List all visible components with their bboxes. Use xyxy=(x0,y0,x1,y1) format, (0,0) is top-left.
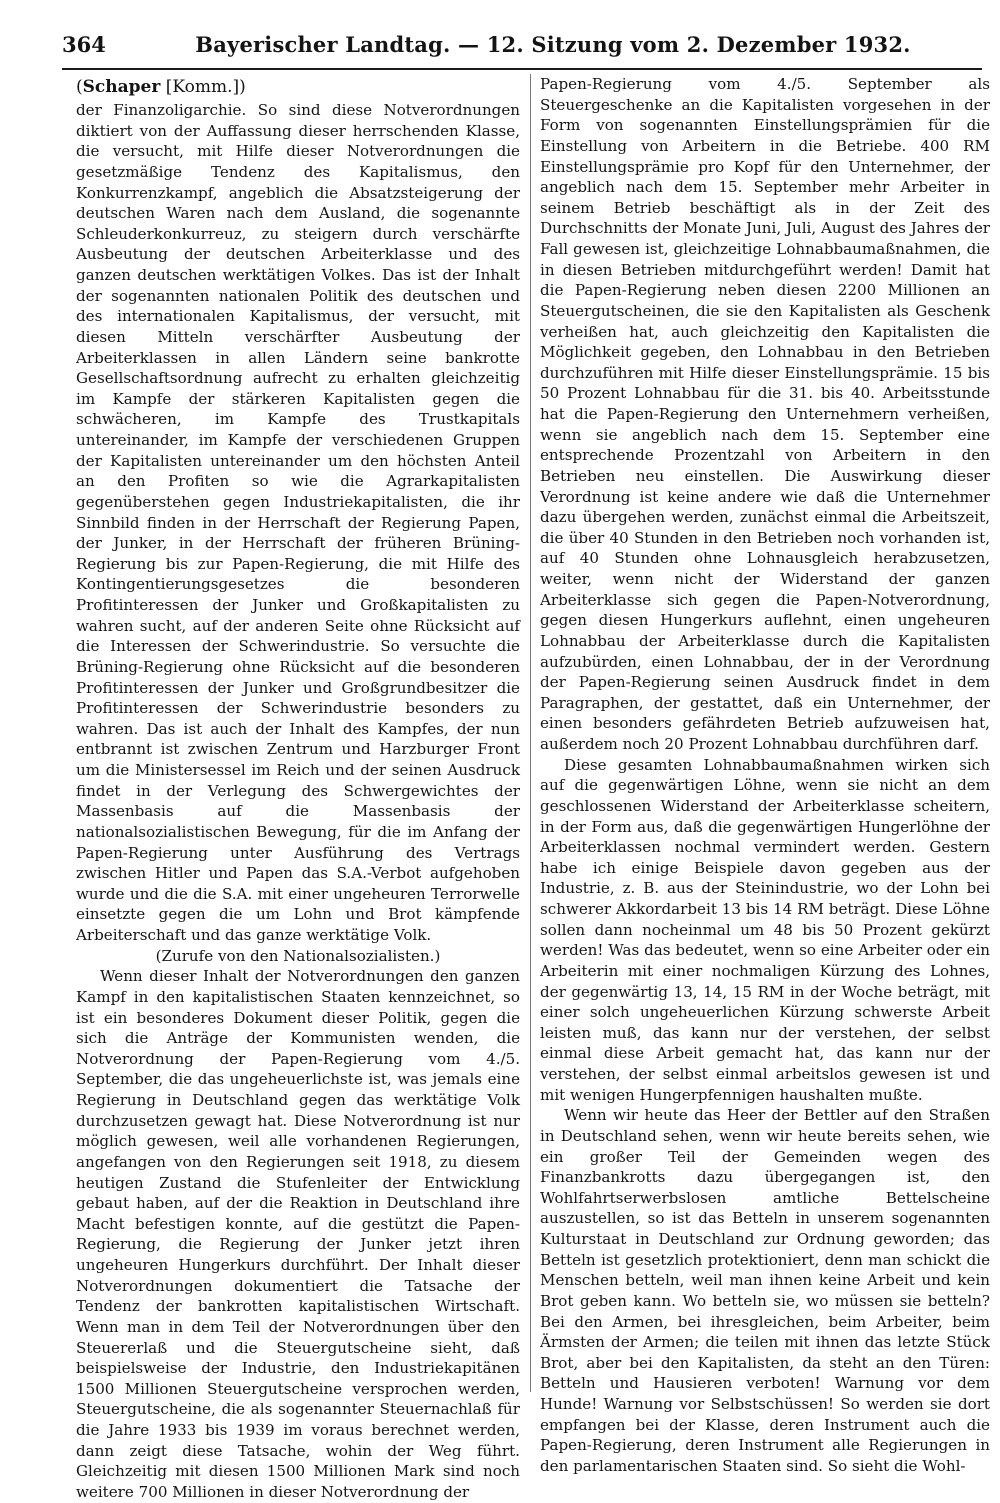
speaker-name: Schaper xyxy=(82,77,161,97)
interjection: (Zurufe von den Nationalsozialisten.) xyxy=(155,946,441,965)
right-paragraph-2: Diese gesamten Lohnabbaumaßnahmen wirken sich auf die gegenwärtigen Löhne, wenn sie nicht an dem geschlossenen Widerstand der Arbeiterklasse scheitern, in der Form aus, daß die gegenwärtigen Hungerlöhne der Arbeiterklassen nochmal vermindert werden. Gestern habe ich einige Beispiele davon gegeben aus der Industrie, z. B. aus der Steinindustrie, wo der Lohn bei schwerer Akkordarbeit 13 bis 14 RM beträgt. Diese Löhne sollen dann nocheinmal um 48 bis 50 Prozent gekürzt werden! Was das bedeutet, wenn so eine Arbeiter oder ein Arbeiterin mit einer nochmaligen Kürzung des Lohnes, der gegenwärtig 13, 14, 15 RM in der Woche beträgt, mit einer solch ungeheuerlichen Kürzung schwerste Arbeit leisten muß, das kann nur der verstehen, der selbst einmal diese Arbeit gemacht hat, das kann nur der verstehen, der selbst einmal arbeitslos gewesen ist und mit wenigen Hungerpfennigen haushalten mußte. xyxy=(540,755,990,1104)
left-paragraph-2: Wenn dieser Inhalt der Notverordnungen den ganzen Kampf in den kapitalistischen Staaten kennzeichnet, so ist ein besonderes Dokument dieser Politik, gegen die sich die Anträge der Kommunisten wenden, die Notverordnung der Papen-Regierung vom 4./5. September, die das ungeheuerlichste ist, was jemals eine Regierung in Deutschland gegen das werktätige Volk durchzusetzen gewagt hat. Diese Notverordnung ist nur möglich gewesen, weil alle vorhandenen Regierungen, angefangen von den Regierungen seit 1918, zu diesem heutigen Zustand die Stufenleiter der Entwicklung gebaut haben, auf der die Reaktion in Deutschland ihre Macht befestigen konnte, auf die gestützt die Papen-Regierung, die Regierung der Junker jetzt ihren ungeheuren Hungerkurs durchführt. Der Inhalt dieser Notverordnungen dokumentiert die Tatsache der Tendenz der bankrotten kapitalistischen Wirtschaft. Wenn man in dem Teil der Notverordnungen über den Steuererlaß und die Steuergutscheine sieht, daß beispielsweise der Industrie, den Industriekapitänen 1500 Millionen Steuergutscheine versprochen werden, Steuergutscheine, die als sogenannter Steuernachlaß für die Jahre 1933 bis 1939 im voraus berechnet werden, dann zeigt diese Tatsache, wohin der Weg führt. Gleichzeitig mit diesen 1500 Millionen Mark sind noch weitere 700 Millionen in dieser Notverordnung der xyxy=(76,967,520,1501)
speaker-party: [Komm.]) xyxy=(160,77,246,97)
column-divider xyxy=(530,74,531,1392)
right-paragraph-3: Wenn wir heute das Heer der Bettler auf den Straßen in Deutschland sehen, wenn wir heute bereits sehen, wie ein großer Teil der Gemeinden wegen des Finanzbankrotts dazu übergegangen ist, den Wohlfahrtserwerbslosen amtliche Bettelscheine auszustellen, so ist das Betteln in unserem sogenannten Kulturstaat in Deutschland zur Ordnung geworden; das Betteln ist gesetzlich protektioniert, denn man schickt die Menschen betteln, weil man ihnen keine Arbeit und kein Brot geben kann. Wo betteln sie, wo müssen sie betteln? Bei den Armen, bei ihresgleichen, beim Arbeiter, beim Ärmsten der Armen; die teilen mit ihnen das letzte Stück Brot, aber bei den Kapitalisten, da steht an den Türen: Betteln und Hausieren verboten! Warnung vor dem Hunde! Warnung vor Selbstschüssen! So werden sie dort empfangen bei der Klasse, deren Instrument auch die Papen-Regierung, deren Instrument alle Regierungen in den parlamentarischen Staaten sind. So sieht die Wohl- xyxy=(540,1106,990,1475)
page-number: 364 xyxy=(62,32,106,57)
right-column xyxy=(540,74,990,1475)
left-column xyxy=(76,74,520,1501)
left-paragraph-1: der Finanzoligarchie. So sind diese Notverordnungen diktiert von der Auffassung dieser herrschenden Klasse, die versucht, mit Hilfe dieser Notverordnungen die gesetzmäßige Tendenz des Kapitalismus, den Konkurrenzkampf, angeblich die Absatzsteigerung der deutschen Waren nach dem Ausland, die sogenannte Schleuderkonkurreuz, zu steigern durch verschärfte Ausbeutung der deutschen Arbeiterklasse und des ganzen deutschen werktätigen Volkes. Das ist der Inhalt der sogenannten nationalen Politik des deutschen und des internationalen Kapitalismus, der versucht, mit diesen Mitteln verschärfter Ausbeutung der Arbeiterklassen in allen Ländern seine bankrotte Gesellschaftsordnung aufrecht zu erhalten gleichzeitig im Kampfe der stärkeren Kapitalisten gegen die schwächeren, im Kampfe des Trustkapitals untereinander, im Kampfe der verschiedenen Gruppen der Kapitalisten untereinander um den höchsten Anteil an den Profiten so wie die Agrarkapitalisten gegenüberstehen gegen Industriekapitalisten, die ihr Sinnbild finden in der Herrschaft der Regierung Papen, der Junker, in der Herrschaft der früheren Brüning-Regierung bis zur Papen-Regierung, die mit Hilfe des Kontingentierungsgesetzes die besonderen Profitinteressen der Junker und Großkapitalisten zu wahren sucht, auf der anderen Seite ohne Rücksicht auf die Interessen der Schwerindustrie. So versuchte die Brüning-Regierung ohne Rücksicht auf die besonderen Profitinteressen der Junker und Großgrundbesitzer die Profitinteressen der Schwerindustrie besonders zu wahren. Das ist auch der Inhalt des Kampfes, der nun entbrannt ist zwischen Zentrum und Harzburger Front um die Ministersessel im Reich und der seinen Ausdruck findet in der Verlegung des Schwergewichtes der Massenbasis auf die Massenbasis der nationalsozialistischen Bewegung, für die im Anfang der Papen-Regierung unter Ausführung des Vertrags zwischen Hitler und Papen das S.A.-Verbot aufgehoben wurde und die die S.A. mit einer ungeheuren Terrorwelle einsetzte gegen die um Lohn und Brot kämpfende Arbeiterschaft und das ganze werktätige Volk. xyxy=(76,101,520,944)
right-paragraph-1: Papen-Regierung vom 4./5. September als Steuergeschenke an die Kapitalisten vorgesehen in der Form von sogenannten Einstellungsprämien für die Einstellung von Arbeitern in die Betriebe. 400 RM Einstellungsprämie pro Kopf für den Unternehmer, der angeblich nach dem 15. September mehr Arbeiter in seinem Betrieb beschäftigt als in der Zeit des Durchschnitts der Monate Juni, Juli, August des Jahres der Fall gewesen ist, gleichzeitige Lohnabbaumaßnahmen, die in diesen Betrieben mitdurchgeführt werden! Damit hat die Papen-Regierung neben diesen 2200 Millionen an Steuergutscheinen, die sie den Kapitalisten als Geschenk verheißen hat, auch gleichzeitig den Kapitalisten die Möglichkeit gegeben, den Lohnabbau in den Betrieben durchzuführen mit Hilfe dieser Einstellungsprämie. 15 bis 50 Prozent Lohnabbau für die 31. bis 40. Arbeitsstunde hat die Papen-Regierung den Unternehmern verheißen, wenn sie angeblich nach dem 15. September eine entsprechende Prozentzahl von Arbeitern in den Betrieben neu einstellen. Die Auswirkung dieser Verordnung ist keine andere wie daß die Unternehmer dazu übergehen werden, zunächst einmal die Arbeitszeit, die über 40 Stunden in den Betrieben noch vorhanden ist, auf 40 Stunden ohne Lohnausgleich herabzusetzen, weiter, wenn nicht der Widerstand der ganzen Arbeiterklasse sich gegen die Papen-Notverordnung, gegen diesen Hungerkurs auflehnt, einen ungeheuren Lohnabbau der Arbeiterklasse durch die Kapitalisten aufzubürden, einen Lohnabbau, der in der Verordnung der Papen-Regierung seinen Ausdruck findet in dem Paragraphen, der gestattet, daß ein Unternehmer, der einen besonders gefährdeten Betrieb aufzuweisen hat, außerdem noch 20 Prozent Lohnabbau durchführen darf. xyxy=(540,75,990,753)
running-title: Bayerischer Landtag. — 12. Sitzung vom 2. Dezember 1932. xyxy=(195,32,911,57)
speaker-open-paren: ( xyxy=(76,77,83,97)
speaker-attribution xyxy=(76,74,520,100)
running-head xyxy=(62,32,982,66)
header-rule xyxy=(62,68,982,70)
